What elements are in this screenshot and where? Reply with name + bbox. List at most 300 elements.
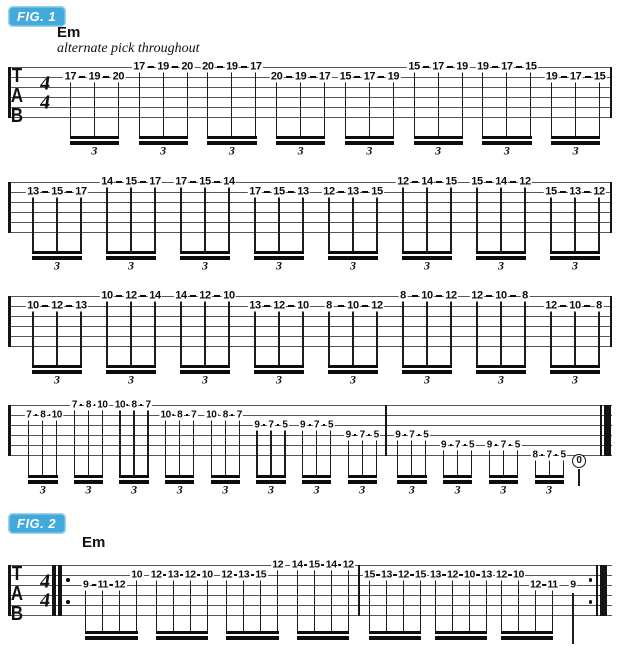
fret-dash — [66, 305, 72, 307]
note-stem — [551, 81, 552, 136]
beam-bar — [211, 475, 240, 478]
note-stem — [482, 71, 483, 136]
barline — [358, 565, 360, 616]
fret-dash — [66, 191, 72, 193]
tuplet-number: 3 — [91, 143, 98, 158]
fret-number: 12 — [273, 299, 285, 312]
fret-dash — [584, 191, 590, 193]
fret-number: 7 — [236, 409, 242, 421]
repeat-dot — [66, 600, 70, 604]
note-stem — [402, 186, 403, 251]
time-signature-numeral: 4 — [38, 589, 52, 612]
note-stem — [56, 419, 57, 475]
beam-bar — [369, 631, 421, 634]
note-stem — [575, 81, 576, 136]
fret-dash — [217, 66, 223, 68]
fret-number: 13 — [381, 568, 392, 581]
fret-number: 17 — [64, 70, 77, 83]
tuplet-number: 3 — [366, 143, 373, 158]
repeat-start-bar — [52, 565, 56, 616]
beam-bar — [443, 475, 472, 478]
fret-dash — [172, 66, 178, 68]
beam-bar — [328, 365, 377, 368]
beam-bar — [156, 631, 208, 634]
fret-dash — [560, 191, 566, 193]
note-stem — [147, 409, 148, 475]
note-stem — [486, 579, 487, 631]
note-stem — [352, 196, 353, 251]
note-stem — [32, 196, 33, 251]
note-stem — [173, 579, 174, 631]
tab-clef-letter: A — [10, 85, 24, 107]
fret-number: 7 — [26, 409, 32, 421]
fret-number: 15 — [308, 558, 320, 571]
fret-number: 14 — [223, 175, 235, 188]
note-stem — [476, 186, 477, 251]
fret-number: 15 — [273, 185, 285, 198]
fret-number: 9 — [486, 439, 492, 451]
beam-bar — [535, 475, 564, 478]
note-stem — [156, 579, 157, 631]
staff-line — [8, 346, 612, 347]
fret-number: 8 — [326, 299, 332, 312]
note-stem — [376, 439, 377, 475]
tuplet-number: 3 — [435, 143, 442, 158]
fret-dash — [214, 295, 220, 297]
fret-number: 14 — [325, 558, 337, 571]
fret-dash — [404, 434, 406, 436]
fret-dash — [190, 295, 196, 297]
tuplet-number: 3 — [498, 258, 504, 273]
beam-bar — [156, 636, 208, 640]
tuplet-number: 3 — [128, 258, 134, 273]
fret-number: 12 — [323, 185, 335, 198]
tuplet-number: 3 — [85, 482, 92, 497]
note-stem — [302, 310, 303, 365]
fret-number: 10 — [297, 299, 309, 312]
fret-number: 7 — [500, 439, 506, 451]
fret-number: 15 — [525, 60, 537, 73]
note-stem — [231, 71, 232, 136]
fret-number: 5 — [373, 429, 379, 441]
fret-number: 12 — [519, 175, 531, 188]
tuplet-number: 3 — [408, 482, 415, 497]
fret-number: 10 — [201, 568, 213, 581]
note-stem — [228, 300, 229, 365]
beam-bar — [297, 636, 349, 640]
final-thin-bar — [600, 405, 602, 456]
fret-number: 17 — [175, 175, 187, 188]
fret-number: 10 — [513, 568, 524, 581]
fret-number: 10 — [464, 568, 475, 581]
note-stem — [256, 429, 257, 475]
fret-dash — [436, 181, 442, 183]
note-stem — [254, 196, 255, 251]
fret-dash — [42, 191, 48, 193]
note-stem — [524, 300, 525, 365]
note-stem — [80, 196, 81, 251]
fret-dash — [241, 66, 247, 68]
beam-bar — [501, 631, 553, 634]
note-stem — [552, 589, 553, 631]
note-stem — [402, 300, 403, 365]
beam-bar — [74, 475, 103, 478]
note-stem — [74, 409, 75, 475]
fret-dash — [362, 191, 368, 193]
note-stem — [28, 419, 29, 475]
staff-line — [8, 222, 612, 223]
note-stem — [506, 71, 507, 136]
fret-dash — [264, 191, 270, 193]
fret-number: 15 — [445, 175, 457, 188]
fret-number: 19 — [88, 70, 101, 83]
fret-dash — [148, 66, 154, 68]
fret-number: 10 — [495, 289, 507, 302]
tuplet-number: 3 — [297, 143, 304, 158]
note-stem — [85, 589, 86, 631]
fret-number: 12 — [545, 299, 557, 312]
note-stem — [136, 579, 137, 631]
fret-dash — [541, 454, 543, 456]
beam-bar — [550, 251, 599, 254]
beam-bar — [28, 475, 57, 478]
fret-dash — [585, 76, 591, 78]
tuplet-number: 3 — [39, 482, 46, 497]
fret-dash — [418, 434, 420, 436]
fret-number: 5 — [423, 429, 429, 441]
note-stem — [471, 449, 472, 475]
fret-number: 15 — [408, 60, 420, 73]
beam-bar — [369, 636, 421, 640]
tuplet-number: 3 — [54, 372, 60, 387]
fret-number: 7 — [546, 449, 552, 461]
fret-number: 7 — [359, 429, 365, 441]
fret-number: 15 — [545, 185, 557, 198]
note-stem — [574, 310, 575, 365]
fret-number: 10 — [114, 399, 126, 411]
fret-number: 10 — [160, 409, 171, 421]
tuplet-number: 3 — [202, 372, 208, 387]
fret-dash — [140, 295, 146, 297]
fret-dash — [323, 424, 325, 426]
fret-dash — [140, 181, 146, 183]
note-stem — [457, 449, 458, 475]
beam-bar — [254, 365, 303, 368]
fret-number: 20 — [202, 60, 214, 73]
tuplet-number: 3 — [424, 258, 430, 273]
fret-number: 15 — [415, 568, 426, 581]
fret-number: 12 — [150, 568, 162, 581]
fig1-badge: FIG. 1 — [8, 6, 66, 27]
fret-number: 12 — [51, 299, 63, 312]
fret-number: 11 — [97, 578, 108, 591]
fret-number: 15 — [339, 70, 352, 83]
fret-number: 15 — [199, 175, 211, 188]
fret-dash — [492, 66, 498, 68]
time-signature-numeral: 4 — [38, 72, 52, 95]
tuplet-number: 3 — [498, 372, 504, 387]
tuplet-number: 3 — [202, 258, 208, 273]
fret-dash — [309, 424, 311, 426]
fig1-chord-label: Em — [57, 24, 81, 41]
note-stem — [550, 310, 551, 365]
beam-bar — [476, 365, 525, 368]
beam-bar — [207, 136, 256, 139]
tuplet-number: 3 — [54, 258, 60, 273]
fret-number: 8 — [596, 299, 602, 312]
note-stem — [352, 310, 353, 365]
fret-number: 12 — [125, 289, 137, 302]
tuplet-number: 3 — [572, 143, 579, 158]
beam-bar — [32, 365, 81, 368]
barline-start — [8, 182, 11, 233]
note-stem — [348, 569, 349, 631]
repeat-end-thick-bar — [600, 565, 607, 616]
fret-number: 13 — [430, 568, 441, 581]
note-stem — [316, 429, 317, 475]
fret-number: 19 — [157, 60, 169, 73]
fret-number: 13 — [347, 185, 359, 198]
fret-dash — [362, 305, 368, 307]
barline-end — [610, 182, 613, 233]
beam-bar — [328, 251, 377, 254]
barline-start — [8, 405, 11, 456]
barline-start — [8, 296, 11, 347]
note-stem — [297, 569, 298, 631]
note-stem — [535, 459, 536, 475]
staff-line — [8, 212, 612, 213]
staff-line — [8, 107, 612, 108]
fret-number: 8 — [222, 409, 228, 421]
tuplet-number: 3 — [454, 482, 461, 497]
vibrato-squiggle-icon — [570, 552, 607, 562]
note-stem — [462, 71, 463, 136]
tuplet-number: 3 — [131, 482, 138, 497]
fret-number: 17 — [149, 175, 161, 188]
fret-number: 12 — [371, 299, 383, 312]
fret-number: 20 — [112, 70, 125, 83]
note-stem — [518, 579, 519, 631]
time-signature-numeral: 4 — [38, 570, 52, 593]
note-stem — [443, 449, 444, 475]
note-stem — [225, 419, 226, 475]
note-stem — [226, 579, 227, 631]
fret-dash — [116, 181, 122, 183]
beam-bar — [397, 475, 426, 478]
note-stem — [535, 589, 536, 631]
fret-number: 12 — [221, 568, 233, 581]
note-stem — [56, 310, 57, 365]
note-stem — [530, 71, 531, 136]
fret-number: 12 — [184, 568, 196, 581]
fret-number: 12 — [398, 568, 409, 581]
staff-line — [8, 117, 612, 118]
fig1-direction-label: alternate pick throughout — [57, 41, 200, 56]
note-stem — [106, 186, 107, 251]
note-stem — [180, 186, 181, 251]
beam-bar — [482, 136, 531, 139]
beam-bar — [180, 365, 229, 368]
note-stem — [207, 579, 208, 631]
beam-bar — [348, 475, 377, 478]
fret-number: 5 — [560, 449, 566, 461]
note-stem — [403, 579, 404, 631]
fret-number: 13 — [167, 568, 179, 581]
fret-number: 12 — [496, 568, 507, 581]
note-stem — [574, 196, 575, 251]
fret-number: 10 — [421, 289, 433, 302]
note-stem — [469, 579, 470, 631]
note-stem — [500, 186, 501, 251]
fret-dash — [42, 305, 48, 307]
note-stem — [314, 569, 315, 631]
fret-number: 5 — [514, 439, 520, 451]
repeat-end-thin-bar — [596, 565, 598, 616]
note-stem — [211, 419, 212, 475]
note-stem — [56, 196, 57, 251]
note-stem — [572, 593, 573, 644]
fret-dash — [412, 295, 418, 297]
fret-number: 13 — [297, 185, 309, 198]
note-stem — [414, 71, 415, 136]
tuplet-number: 3 — [228, 143, 235, 158]
note-stem — [324, 81, 325, 136]
staff-line — [8, 87, 612, 88]
note-stem — [450, 186, 451, 251]
beam-bar — [85, 631, 137, 634]
fret-number: 12 — [471, 289, 483, 302]
beam-bar — [106, 365, 155, 368]
note-stem — [369, 579, 370, 631]
fret-dash — [35, 414, 37, 416]
note-stem — [154, 300, 155, 365]
beam-bar — [70, 136, 119, 139]
fret-number: 13 — [569, 185, 581, 198]
fret-number: 10 — [223, 289, 235, 302]
note-stem — [260, 579, 261, 631]
note-stem — [119, 409, 120, 475]
time-signature-numeral: 4 — [38, 91, 52, 114]
note-stem — [598, 196, 599, 251]
fret-number: 12 — [199, 289, 211, 302]
beam-bar — [226, 631, 278, 634]
note-stem — [284, 429, 285, 475]
fret-number: 5 — [327, 419, 334, 431]
fret-number: 9 — [83, 578, 89, 591]
beam-bar — [501, 636, 553, 640]
tuplet-number: 3 — [276, 258, 282, 273]
fret-number: 10 — [347, 299, 359, 312]
fret-number: 15 — [371, 185, 383, 198]
fret-number: 15 — [364, 568, 375, 581]
beam-bar — [226, 636, 278, 640]
barline — [385, 405, 387, 456]
tuplet-number: 3 — [160, 143, 167, 158]
beam-bar — [435, 636, 487, 640]
fret-number: 8 — [532, 449, 538, 461]
note-stem — [420, 579, 421, 631]
fret-number: 9 — [345, 429, 351, 441]
staff-line — [8, 415, 612, 416]
fret-dash — [510, 181, 516, 183]
note-stem — [302, 196, 303, 251]
fret-number: 10 — [206, 409, 217, 421]
note-stem — [425, 439, 426, 475]
note-stem — [139, 71, 140, 136]
note-stem — [362, 439, 363, 475]
fret-number: 14 — [149, 289, 161, 302]
fret-dash — [464, 444, 466, 446]
beam-bar — [32, 251, 81, 254]
fret-number: 19 — [294, 70, 307, 83]
fret-number: 14 — [101, 175, 113, 188]
note-stem — [154, 186, 155, 251]
fret-number: 8 — [40, 409, 46, 421]
note-stem — [300, 81, 301, 136]
beam-bar — [85, 636, 137, 640]
beam-bar — [119, 475, 148, 478]
note-stem — [254, 310, 255, 365]
fret-number: 15 — [471, 175, 483, 188]
fret-number-circled: 0 — [572, 454, 586, 468]
fret-number: 13 — [481, 568, 492, 581]
note-stem — [165, 419, 166, 475]
fret-number: 19 — [477, 60, 489, 73]
fret-number: 17 — [363, 70, 376, 83]
note-stem — [207, 71, 208, 136]
tuplet-number: 3 — [276, 372, 282, 387]
fret-number: 12 — [114, 578, 126, 591]
fret-number: 20 — [181, 60, 193, 73]
note-stem — [397, 439, 398, 475]
fret-dash — [450, 444, 452, 446]
note-stem — [243, 579, 244, 631]
note-stem — [276, 81, 277, 136]
tuplet-number: 3 — [500, 482, 507, 497]
beam-bar — [476, 251, 525, 254]
fret-dash — [486, 181, 492, 183]
note-stem — [118, 81, 119, 136]
fret-dash — [516, 66, 522, 68]
fret-number: 19 — [387, 70, 400, 83]
beam-bar — [256, 475, 285, 478]
fret-number: 7 — [409, 429, 415, 441]
note-stem — [277, 569, 278, 631]
note-stem — [163, 71, 164, 136]
note-stem — [438, 71, 439, 136]
note-stem — [411, 439, 412, 475]
fret-dash — [116, 295, 122, 297]
fret-number: 8 — [85, 399, 92, 411]
note-stem — [599, 81, 600, 136]
note-stem — [130, 300, 131, 365]
staff-line — [8, 605, 612, 606]
beam-bar — [106, 251, 155, 254]
note-stem — [88, 409, 89, 475]
fret-number: 8 — [131, 399, 137, 411]
staff-line — [8, 435, 612, 436]
fret-dash — [288, 305, 294, 307]
fret-number: 15 — [255, 568, 267, 581]
fret-dash — [447, 66, 453, 68]
note-stem — [180, 300, 181, 365]
fret-dash — [555, 454, 557, 456]
note-stem — [94, 81, 95, 136]
note-stem — [452, 579, 453, 631]
beam-bar — [489, 475, 518, 478]
beam-bar — [345, 136, 394, 139]
beam-bar — [550, 365, 599, 368]
